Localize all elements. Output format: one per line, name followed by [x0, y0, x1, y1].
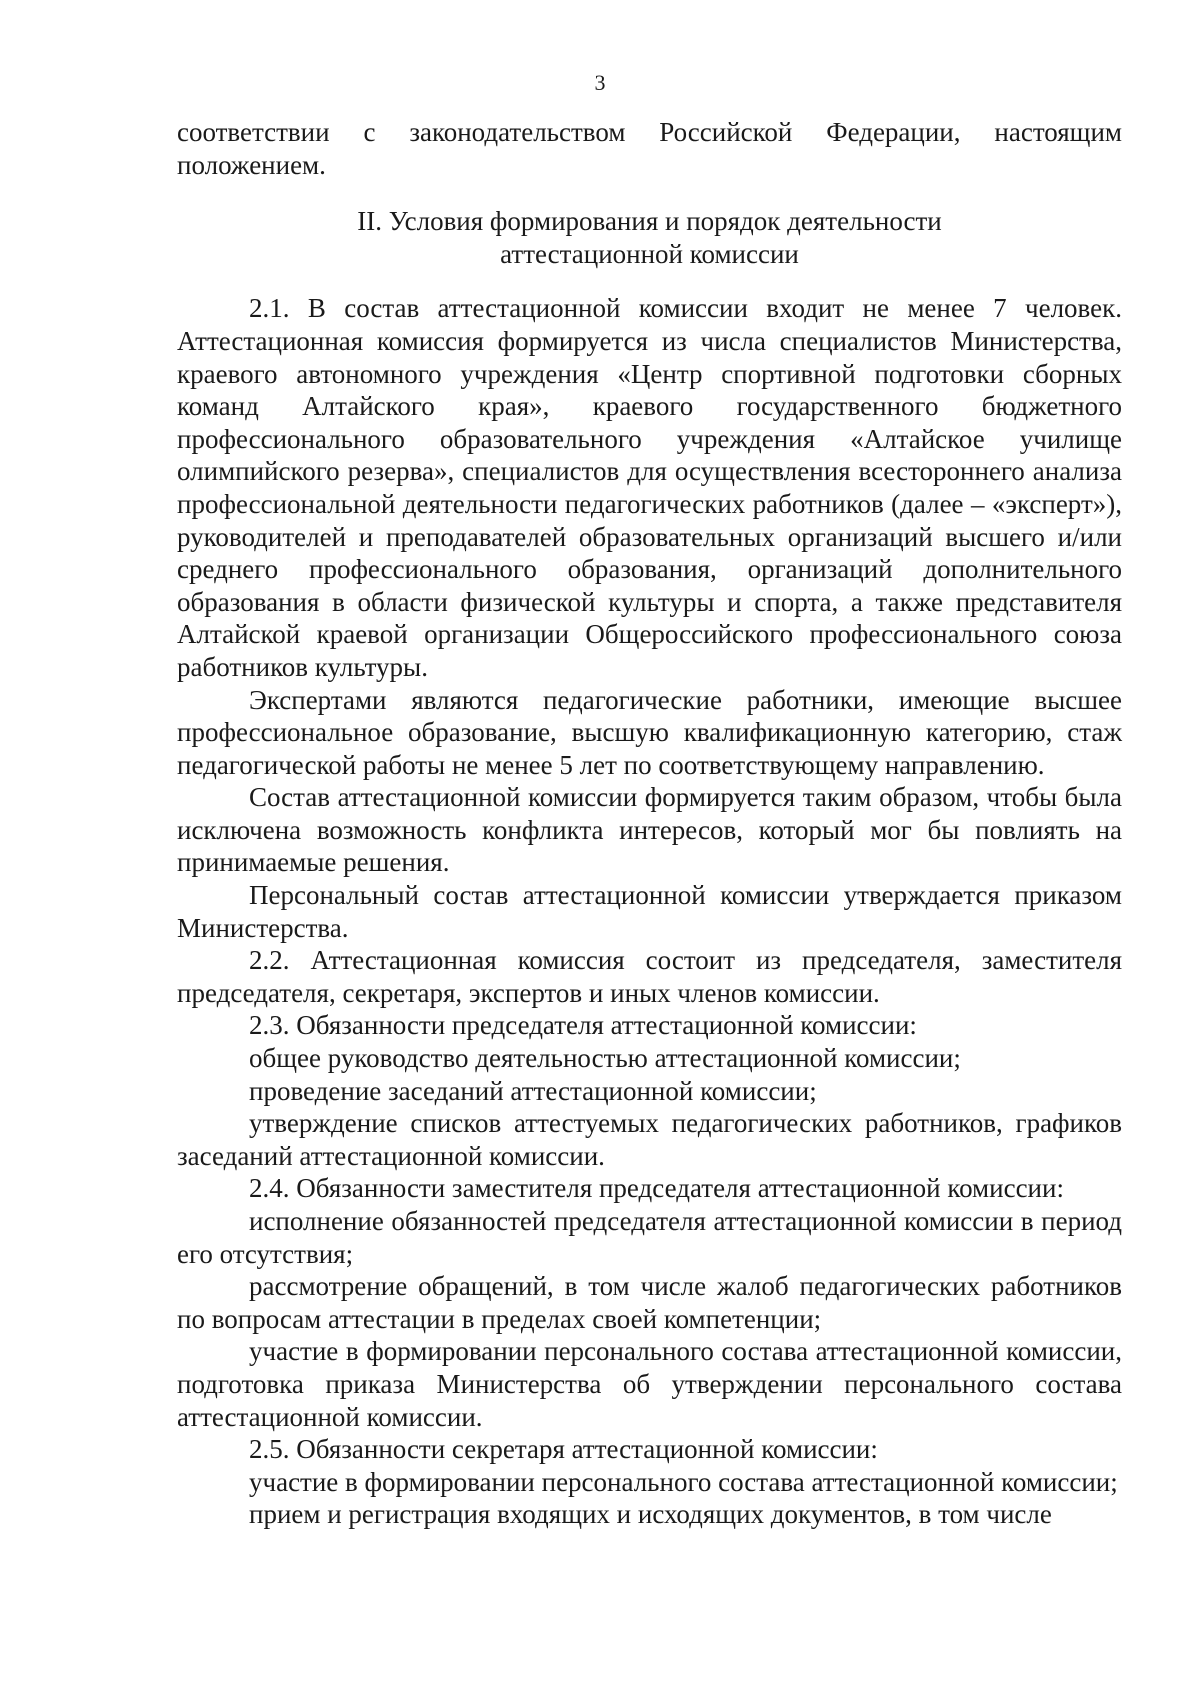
intro-continuation: соответствии с законодательством Российской Федерации, настоящим положением. [177, 117, 1122, 180]
paragraph-2-3: 2.3. Обязанности председателя аттестационной комиссии: [249, 1010, 917, 1041]
paragraph-2-1: 2.1. В состав аттестационной комиссии входит не менее 7 человек. Аттестационная комиссия формируется из числа специалистов Министерства, краевого автономного учреждения «Центр спортивной подготовки сборных команд Алтайского края», краевого государственного бюджетного профессионального образовательного учреждения «Алтайское училище олимпийского резерва», специалистов для осуществления всестороннего анализа профессиональной деятельности педагогических работников (далее – «эксперт»), руководителей и преподавателей образовательных организаций высшего и/или среднего профессионального образования, организаций дополнительного образования в области физической культуры и спорта, а также представителя Алтайской краевой организации Общероссийского профессионального союза работников культуры. [177, 293, 1122, 682]
paragraph-2-4: 2.4. Обязанности заместителя председателя аттестационной комиссии: [249, 1173, 1064, 1204]
list-item: общее руководство деятельностью аттестационной комиссии; [249, 1043, 961, 1074]
list-item: участие в формировании персонального состава аттестационной комиссии, подготовка приказа Министерства об утверждении персонального состава аттестационной комиссии. [177, 1336, 1122, 1432]
section-heading [177, 181, 1122, 292]
section-heading-line-1: II. Условия формирования и порядок деятельности [357, 206, 942, 237]
document-body [177, 116, 1122, 1531]
list-item: участие в формировании персонального состава аттестационной комиссии; [249, 1466, 1118, 1497]
paragraph-experts: Экспертами являются педагогические работники, имеющие высшее профессиональное образование, высшую квалификационную категорию, стаж педагогической работы не менее 5 лет по соответствующему направлению. [177, 684, 1122, 780]
list-item: утверждение списков аттестуемых педагогических работников, графиков заседаний аттестационной комиссии. [177, 1108, 1122, 1171]
list-item: прием и регистрация входящих и исходящих документов, в том числе [249, 1499, 1052, 1530]
paragraph-personal-composition: Персональный состав аттестационной комиссии утверждается приказом Министерства. [177, 880, 1122, 943]
paragraph-2-2: 2.2. Аттестационная комиссия состоит из председателя, заместителя председателя, секретаря, экспертов и иных членов комиссии. [177, 945, 1122, 1008]
list-item: исполнение обязанностей председателя аттестационной комиссии в период его отсутствия; [177, 1206, 1122, 1269]
page-number: 3 [594, 70, 606, 95]
section-heading-line-2: аттестационной комиссии [500, 238, 799, 269]
paragraph-composition: Состав аттестационной комиссии формируется таким образом, чтобы была исключена возможность конфликта интересов, который мог бы повлиять на принимаемые решения. [177, 782, 1122, 878]
list-item: рассмотрение обращений, в том числе жалоб педагогических работников по вопросам аттестации в пределах своей компетенции; [177, 1271, 1122, 1334]
paragraph-2-5: 2.5. Обязанности секретаря аттестационной комиссии: [249, 1434, 878, 1465]
list-item: проведение заседаний аттестационной комиссии; [249, 1075, 817, 1106]
